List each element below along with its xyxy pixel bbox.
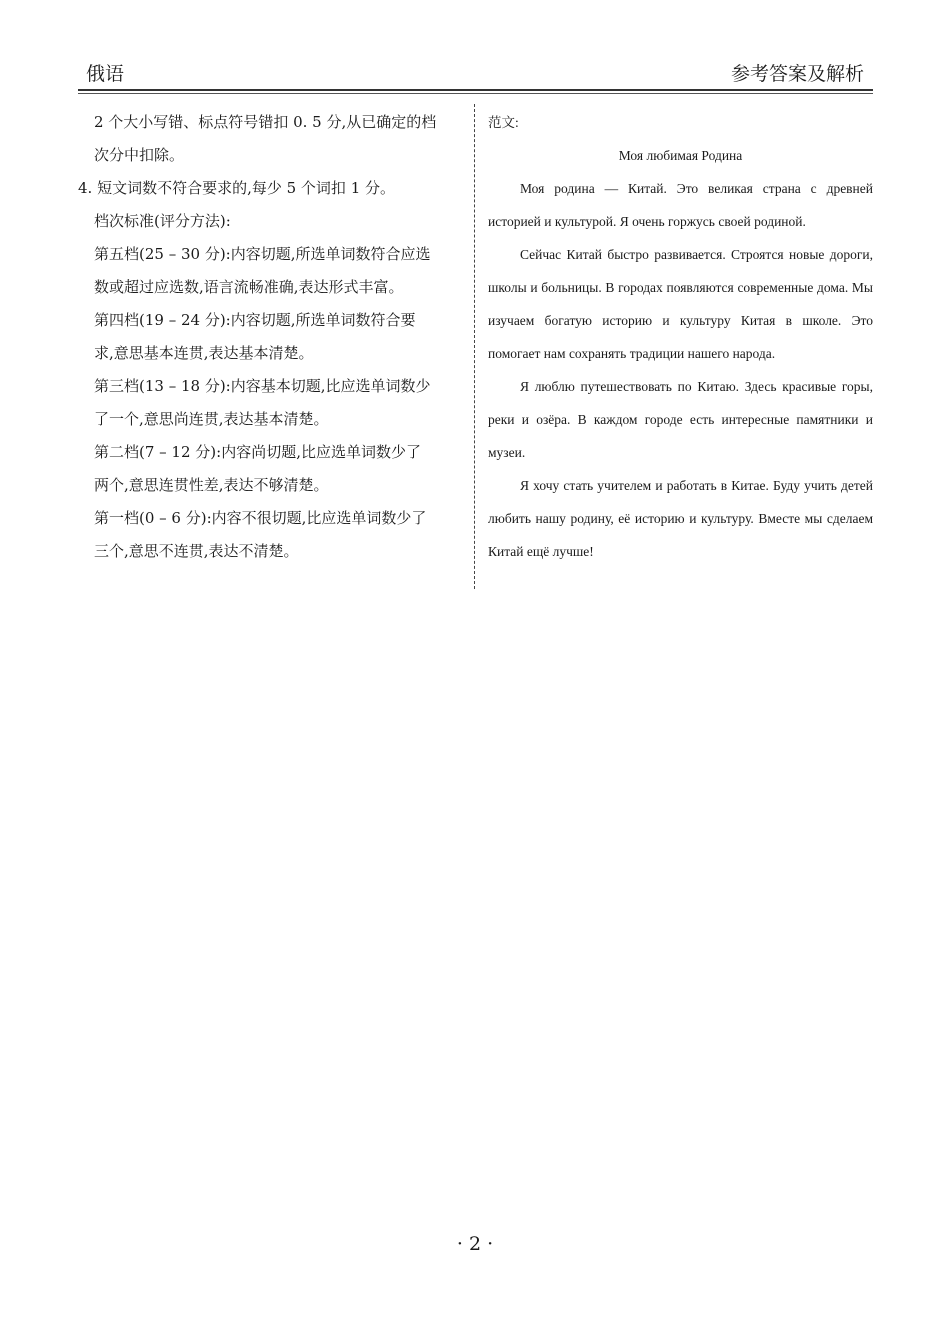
column-divider (474, 104, 475, 589)
rule-line: 2 个大小写错、标点符号错扣 0. 5 分,从已确定的档 (94, 113, 437, 131)
subject-title: 俄语 (86, 63, 125, 85)
section-title: 参考答案及解析 (730, 63, 864, 85)
level-3-line: 第三档(13 – 18 分):内容基本切题,比应选单词数少 (94, 377, 431, 395)
rule-line: 次分中扣除。 (94, 146, 185, 164)
level-4-line: 第四档(19 – 24 分):内容切题,所选单词数符合要 (94, 311, 416, 329)
scoring-rules-column (78, 106, 464, 568)
level-5-line: 第五档(25 – 30 分):内容切题,所选单词数符合应选 (94, 245, 431, 263)
sample-label: 范文: (488, 115, 519, 130)
level-1-line: 第一档(0 – 6 分):内容不很切题,比应选单词数少了 (94, 509, 427, 527)
sample-essay-column (488, 106, 873, 568)
criteria-title: 档次标准(评分方法): (94, 212, 231, 230)
level-4-line: 求,意思基本连贯,表达基本清楚。 (94, 344, 314, 362)
level-2-line: 第二档(7 – 12 分):内容尚切题,比应选单词数少了 (94, 443, 421, 461)
level-1-line: 三个,意思不连贯,表达不清楚。 (94, 542, 299, 560)
essay-title: Моя любимая Родина (618, 148, 743, 163)
level-2-line: 两个,意思连贯性差,表达不够清楚。 (94, 476, 329, 494)
header-rule-thick (78, 89, 873, 91)
header-rule-thin (78, 93, 873, 94)
level-3-line: 了一个,意思尚连贯,表达基本清楚。 (94, 410, 329, 428)
essay-paragraph: Я люблю путешествовать по Китаю. Здесь красивые горы, реки и озёра. В каждом городе есть интересные памятники и музеи. (488, 379, 873, 460)
essay-paragraph: Я хочу стать учителем и работать в Китае. Буду учить детей любить нашу родину, её историю и культуру. Вместе мы сделаем Китай ещё лучше! (488, 478, 873, 559)
level-5-line: 数或超过应选数,语言流畅准确,表达形式丰富。 (94, 278, 404, 296)
essay-paragraph: Моя родина — Китай. Это великая страна с древней историей и культурой. Я очень горжусь своей родиной. (488, 181, 873, 229)
essay-paragraph: Сейчас Китай быстро развивается. Строятся новые дороги, школы и больницы. В городах появляются современные дома. Мы изучаем богатую историю и культуру Китая в школе. Это помогает нам сохранять традиции нашего народа. (488, 247, 873, 361)
rule-item-4: 4. 短文词数不符合要求的,每少 5 个词扣 1 分。 (78, 179, 396, 197)
page-number: · 2 · (456, 1233, 494, 1255)
